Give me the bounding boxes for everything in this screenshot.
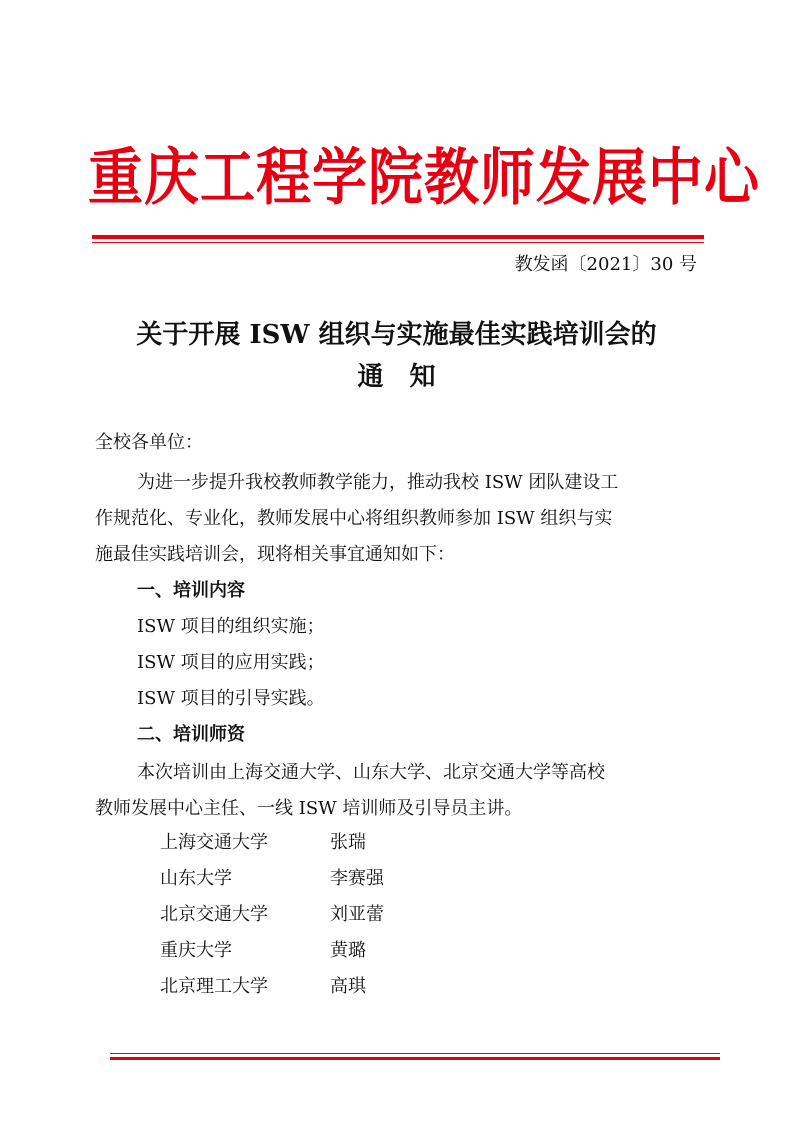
- trainer-name: 张瑞: [330, 832, 366, 853]
- trainer-row: [160, 970, 560, 1003]
- notice-title-line-2: 通 知: [357, 362, 436, 392]
- trainer-row: [160, 826, 560, 859]
- trainers-line-2: 教师发展中心主任、一线 ISW 培训师及引导员主讲。: [95, 798, 523, 819]
- list-item: ISW 项目的应用实践；: [137, 652, 325, 673]
- trainer-name: 刘亚蕾: [330, 904, 384, 925]
- notice-title-line-1: 关于开展 ISW 组织与实施最佳实践培训会的: [136, 320, 657, 350]
- salutation: 全校各单位：: [95, 432, 203, 453]
- intro-line-3: 施最佳实践培训会，现将相关事宜通知如下：: [95, 544, 455, 565]
- header-rule-thin: [92, 242, 704, 243]
- trainer-row: [160, 934, 560, 967]
- document-number: 教发函〔2021〕30 号: [514, 254, 697, 275]
- trainers-line-1: 本次培训由上海交通大学、山东大学、北京交通大学等高校: [137, 762, 605, 783]
- intro-line-1: 为进一步提升我校教师教学能力，推动我校 ISW 团队建设工: [137, 472, 619, 493]
- trainer-school: 上海交通大学: [160, 832, 268, 853]
- trainer-school: 山东大学: [160, 868, 232, 889]
- header-rule-thick: [92, 235, 704, 239]
- section-heading-training-content: 一、培训内容: [137, 580, 245, 601]
- trainer-row: [160, 862, 560, 895]
- list-item: ISW 项目的组织实施；: [137, 616, 325, 637]
- section-heading-trainers: 二、培训师资: [137, 724, 245, 745]
- footer-rule-thick: [110, 1057, 720, 1060]
- footer-rule-thin: [110, 1053, 720, 1054]
- trainer-school: 重庆大学: [160, 940, 232, 961]
- list-item: ISW 项目的引导实践。: [137, 688, 325, 709]
- trainer-name: 李赛强: [330, 868, 384, 889]
- trainer-school: 北京理工大学: [160, 976, 268, 997]
- intro-line-2: 作规范化、专业化，教师发展中心将组织教师参加 ISW 组织与实: [95, 508, 613, 529]
- trainer-name: 高琪: [330, 976, 366, 997]
- organization-title: 重庆工程学院教师发展中心: [88, 140, 761, 214]
- trainer-row: [160, 898, 560, 931]
- trainer-school: 北京交通大学: [160, 904, 268, 925]
- trainer-name: 黄璐: [330, 940, 366, 961]
